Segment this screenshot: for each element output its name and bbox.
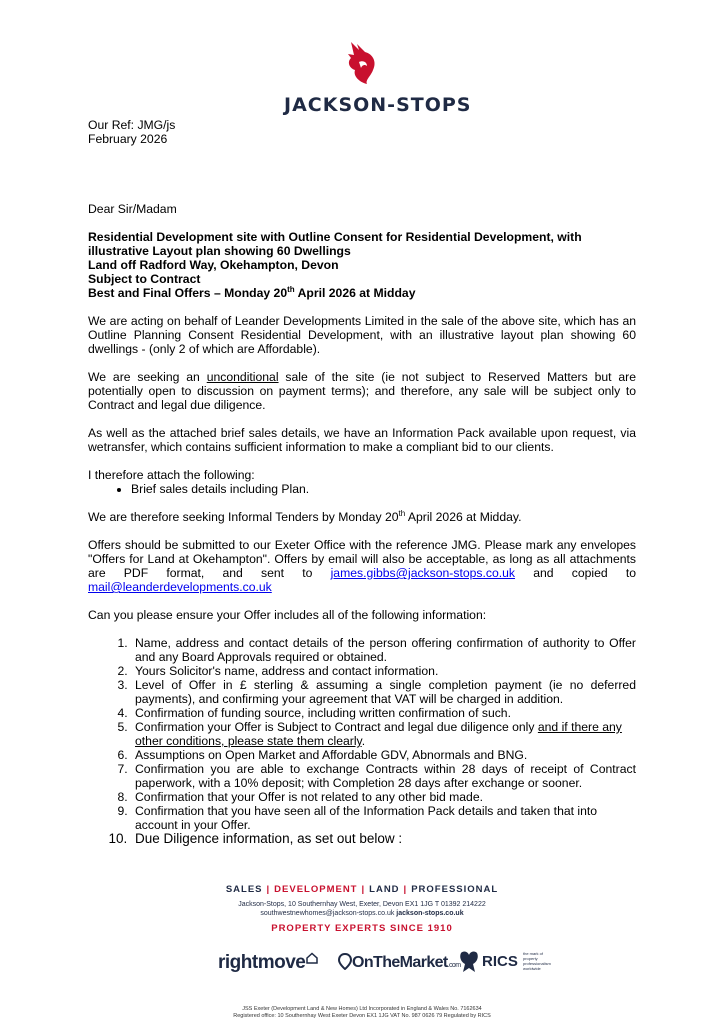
subject-line-2: Land off Radford Way, Okehampton, Devon bbox=[88, 258, 339, 272]
email-link-james[interactable]: james.gibbs@jackson-stops.co.uk bbox=[330, 566, 516, 580]
list-item: 3. Level of Offer in £ sterling & assuming a single completion payment (ie no deferred payments), and confirming your agreement that VAT will be charged in addition. bbox=[131, 678, 636, 706]
brand-name: JACKSON-STOPS bbox=[284, 94, 472, 116]
our-ref: Our Ref: JMG/js bbox=[88, 118, 176, 132]
attachment-list bbox=[88, 482, 636, 496]
paragraph-3: As well as the attached brief sales details, we have an Information Pack available upon request, via wetransfer, which contains sufficient information to make a compliant bid to our clients. bbox=[88, 426, 636, 454]
rics-logo: RICS bbox=[482, 953, 518, 970]
rightmove-logo: rightmove bbox=[218, 952, 318, 974]
fox-crest-icon bbox=[345, 40, 379, 86]
services-line: SALES | DEVELOPMENT | LAND | PROFESSIONAL bbox=[225, 884, 499, 895]
list-item: 5. Confirmation your Offer is Subject to Contract and legal due diligence only and if there any other conditions, please state them clearly. bbox=[131, 720, 636, 748]
office-address: Jackson-Stops, 10 Southernhay West, Exeter, Devon EX1 1JG T 01392 214222 bbox=[238, 901, 486, 908]
letter-body bbox=[88, 118, 636, 846]
paragraph-4: I therefore attach the following: bbox=[88, 468, 255, 482]
registration-line-1: JSS Exeter (Development Land & New Homes) Ltd Incorporated in England & Wales No. 7162634 bbox=[242, 1006, 482, 1012]
requirements-list bbox=[88, 636, 636, 846]
list-item: 7. Confirmation you are able to exchange Contracts within 28 days of receipt of Contract paperwork, with a 10% deposit; with Completion 28 days after exchange or sooner. bbox=[131, 762, 636, 790]
paragraph-2: We are seeking an unconditional sale of the site (ie not subject to Reserved Matters but are potentially open to discussion on payment terms); and therefore, any sale will be subject only to Contract and legal due diligence. bbox=[88, 370, 636, 412]
logo bbox=[0, 40, 724, 86]
footer-email[interactable]: southwestnewhomes@jackson-stops.co.uk bbox=[260, 910, 395, 917]
subject-block bbox=[88, 230, 636, 300]
list-item: 8. Confirmation that your Offer is not related to any other bid made. bbox=[131, 790, 636, 804]
subject-line-1: Residential Development site with Outline Consent for Residential Development, with illustrative Layout plan showing 60 Dwellings bbox=[88, 230, 582, 258]
list-item: 2. Yours Solicitor's name, address and contact information. bbox=[131, 664, 636, 678]
onthemarket-logo: OnTheMarket.com bbox=[338, 953, 460, 972]
subject-line-4: Best and Final Offers – Monday 20th April 2026 at Midday bbox=[88, 284, 416, 300]
list-item: 9. Confirmation that you have seen all of the Information Pack details and taken that into account in your Offer. bbox=[131, 804, 636, 832]
partner-logos bbox=[0, 948, 724, 978]
registration-info bbox=[0, 1006, 724, 1020]
paragraph-7: Can you please ensure your Offer includes all of the following information: bbox=[88, 608, 487, 622]
salutation: Dear Sir/Madam bbox=[88, 202, 177, 216]
paragraph-5: We are therefore seeking Informal Tenders by Monday 20th April 2026 at Midday. bbox=[88, 508, 522, 524]
footer bbox=[0, 884, 724, 934]
list-item: • Brief sales details including Plan. bbox=[131, 482, 636, 496]
rics-crest-icon bbox=[458, 950, 480, 974]
subject-line-3: Subject to Contract bbox=[88, 272, 201, 286]
footer-website[interactable]: jackson-stops.co.uk bbox=[396, 910, 464, 917]
list-item: 10. Due Diligence information, as set out below : bbox=[131, 832, 636, 846]
location-pin-icon bbox=[338, 953, 352, 970]
tagline: PROPERTY EXPERTS SINCE 1910 bbox=[271, 923, 453, 934]
contact-line bbox=[0, 910, 724, 917]
paragraph-1: We are acting on behalf of Leander Developments Limited in the sale of the above site, which has an Outline Planning Consent Residential Development, with an illustrative layout plan showing 60 dwellings - (only 2 of which are Affordable). bbox=[88, 314, 636, 356]
list-item: 1. Name, address and contact details of the person offering confirmation of authority to Offer and any Board Approvals required or obtained. bbox=[131, 636, 636, 664]
rics-strapline: the mark of property professionalism worldwide bbox=[523, 951, 551, 971]
email-link-leander[interactable]: mail@leanderdevelopments.co.uk bbox=[88, 580, 272, 594]
letter-date: February 2026 bbox=[88, 132, 168, 146]
list-item: 4. Confirmation of funding source, including written confirmation of such. bbox=[131, 706, 636, 720]
house-icon bbox=[306, 952, 318, 964]
paragraph-6: Offers should be submitted to our Exeter Office with the reference JMG. Please mark any envelopes "Offers for Land at Okehampton". Offers by email will also be acceptable, as long as all attachments are PDF format, and sent to james.gibbs@jackson-stops.co.uk and copied to mail@leanderdevelopments.co.uk bbox=[88, 538, 636, 594]
registration-line-2: Registered office: 10 Southernhay West Exeter Devon EX1 1JG VAT No. 987 0626 79 Regulated by RICS bbox=[233, 1013, 491, 1019]
list-item: 6. Assumptions on Open Market and Affordable GDV, Abnormals and BNG. bbox=[131, 748, 636, 762]
